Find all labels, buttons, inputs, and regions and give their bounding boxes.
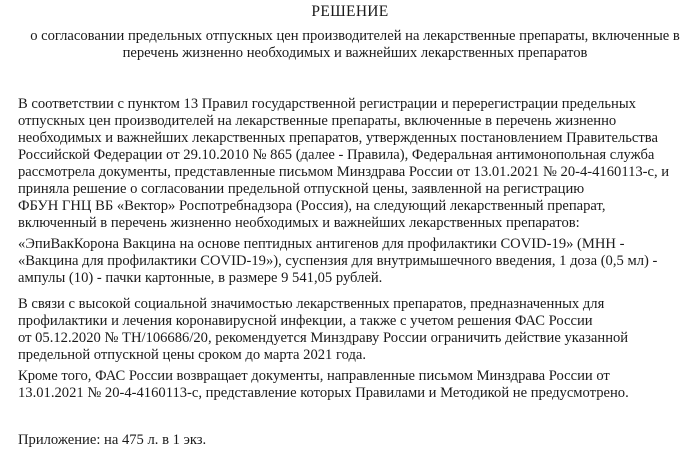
paragraph-drug-description (18, 236, 698, 287)
paragraph-line: приняла решение о согласовании предельной отпускной цены, заявленной на регистрацию (18, 181, 585, 197)
paragraph-line: «ЭпиВакКорона Вакцина на основе пептидных антигенов для профилактики COVID-19» (МНН - (18, 236, 625, 252)
paragraph-line: от 05.12.2020 № ТН/106686/20, рекомендуется Минздраву России ограничить действие указанной (18, 330, 629, 346)
attachment-note (18, 432, 698, 449)
paragraph-line: предельной отпускной цены сроком до марта 2021 года. (18, 347, 367, 363)
paragraph-line: включенный в перечень жизненно необходимых и важнейших лекарственных препаратов: (18, 215, 580, 231)
paragraph-line: В соответствии с пунктом 13 Правил государственной регистрации и перерегистрации предельных (18, 96, 636, 112)
paragraph-line: профилактики и лечения коронавирусной инфекции, а также с учетом решения ФАС России (18, 313, 593, 329)
document-subject (10, 28, 700, 62)
paragraph-line: отпускных цен производителей на лекарственные препараты, включенные в перечень жизненно (18, 113, 617, 129)
paragraph-line: 13.01.2021 № 20-4-4160113-с, представление которых Правилами и Методикой не предусмотрено. (18, 385, 629, 401)
attachment-line: Приложение: на 475 л. в 1 экз. (18, 432, 207, 448)
paragraph-line: Российской Федерации от 29.10.2010 № 865 (далее - Правила), Федеральная антимонопольная служба (18, 147, 655, 163)
subject-line: о согласовании предельных отпускных цен производителей на лекарственные препараты, включенные в (30, 28, 680, 44)
paragraph-line: необходимых и важнейших лекарственных препаратов, утвержденных постановлением Правительства (18, 130, 658, 146)
paragraph-line: ампулы (10) - пачки картонные, в размере 9 541,05 рублей. (18, 270, 383, 286)
paragraph-line: В связи с высокой социальной значимостью лекарственных препаратов, предназначенных для (18, 296, 605, 312)
paragraph-line: рассмотрела документы, представленные письмом Минздрава России от 13.01.2021 № 20-4-4160113-с, и (18, 164, 670, 180)
paragraph-line: ФБУН ГНЦ ВБ «Вектор» Роспотребнадзора (Россия), на следующий лекарственный препарат, (18, 198, 606, 214)
paragraph-recommendation (18, 296, 698, 364)
document-title: РЕШЕНИЕ (311, 3, 389, 20)
paragraph-line: Кроме того, ФАС России возвращает документы, направленные письмом Минздрава России от (18, 368, 610, 384)
paragraph-legal-basis (18, 96, 698, 232)
paragraph-document-return (18, 368, 698, 402)
paragraph-line: «Вакцина для профилактики COVID-19»), суспензия для внутримышечного введения, 1 доза (0,5 мл) - (18, 253, 658, 269)
subject-line: перечень жизненно необходимых и важнейших лекарственных препаратов (122, 45, 588, 61)
